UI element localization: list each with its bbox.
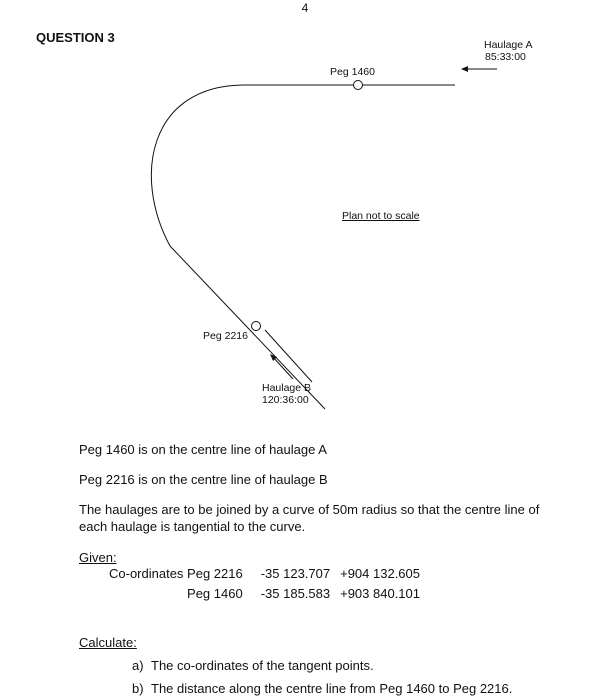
statement-curve-requirement: The haulages are to be joined by a curve of 50m radius so that the centre line of each haulage is tangential to the curve.	[79, 502, 540, 534]
statement-peg-2216: Peg 2216 is on the centre line of haulage B	[79, 472, 328, 487]
calculate-item-b-marker: b)	[132, 681, 144, 696]
statement-peg-1460: Peg 1460 is on the centre line of haulage A	[79, 442, 327, 457]
coordinate-x-value: +904 132.605	[340, 566, 420, 581]
page-number: 4	[301, 1, 309, 15]
peg-2216-label: Peg 2216	[203, 330, 248, 342]
calculate-heading: Calculate:	[79, 635, 137, 650]
peg-2216-marker	[252, 322, 261, 331]
given-heading: Given:	[79, 550, 117, 565]
coordinate-label: Peg 1460	[187, 586, 243, 601]
question-title: QUESTION 3	[36, 30, 115, 45]
coordinate-label: Co-ordinates Peg 2216	[109, 566, 243, 581]
coordinate-y-value: -35 123.707	[260, 566, 331, 581]
coordinate-x-value: +903 840.101	[340, 586, 420, 601]
coordinate-y-value: -35 185.583	[260, 586, 331, 601]
haulage-a-arrow-icon	[461, 66, 497, 72]
scale-note: Plan not to scale	[342, 210, 420, 222]
calculate-item-a-marker: a)	[132, 658, 144, 673]
peg-1460-marker	[354, 81, 363, 90]
coordinates-row-peg-2216	[109, 566, 420, 586]
haulage-a-label: Haulage A	[484, 39, 533, 51]
haulage-b-bearing: 120:36:00	[262, 394, 309, 406]
peg-1460-label: Peg 1460	[330, 66, 375, 78]
haulage-a-bearing: 85:33:00	[485, 51, 526, 63]
calculate-item-b-text: The distance along the centre line from Peg 1460 to Peg 2216.	[151, 681, 513, 696]
given-coordinates-table	[109, 566, 420, 606]
haulage-b-label: Haulage B	[262, 382, 312, 394]
coordinates-row-peg-1460	[109, 586, 420, 606]
calculate-item-a-text: The co-ordinates of the tangent points.	[151, 658, 374, 673]
connecting-curve	[151, 85, 243, 246]
